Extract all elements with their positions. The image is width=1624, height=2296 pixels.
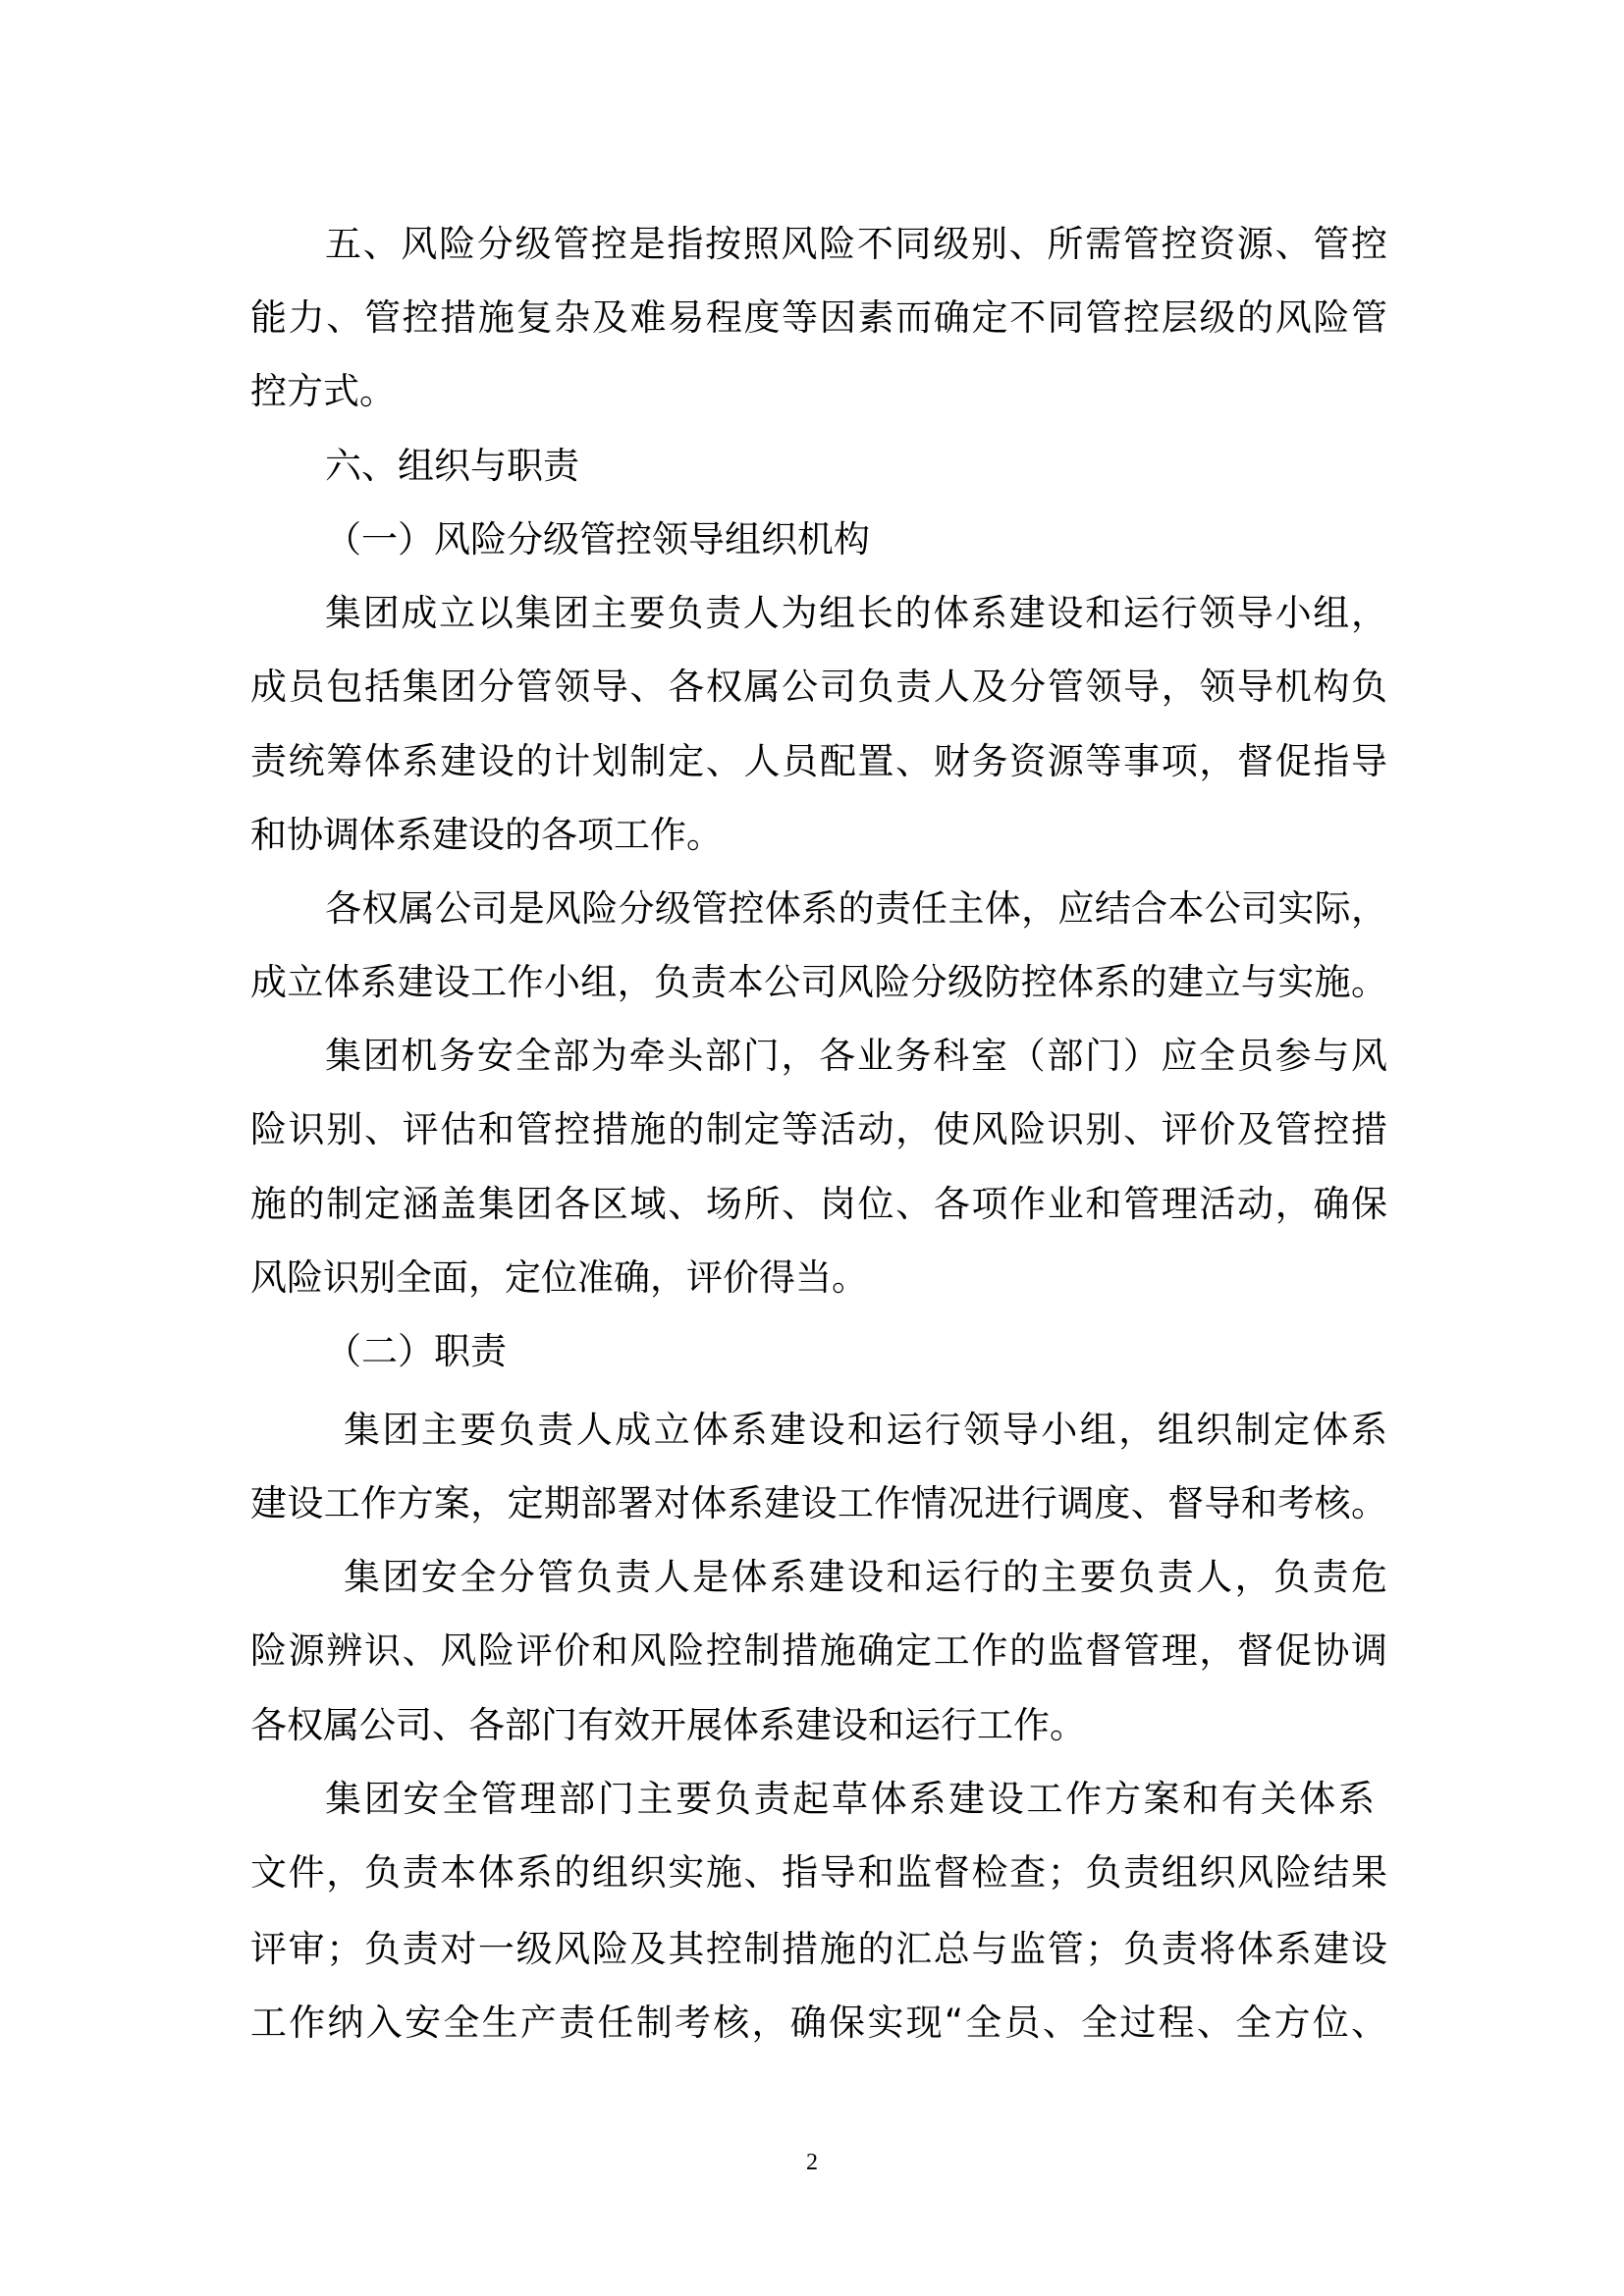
text-line: 施的制定涵盖集团各区域、场所、岗位、各项作业和管理活动，确保 [250,1183,1387,1225]
text-line: 各权属公司、各部门有效开展体系建设和运行工作。 [250,1704,1086,1746]
text-line: 集团安全分管负责人是体系建设和运行的主要负责人，负责危 [344,1556,1387,1598]
text-line: 成立体系建设工作小组，负责本公司风险分级防控体系的建立与实施。 [250,961,1387,1003]
text-line: 险识别、评估和管控措施的制定等活动，使风险识别、评价及管控措 [250,1108,1387,1150]
text-line: 集团机务安全部为牵头部门，各业务科室（部门）应全员参与风 [325,1035,1387,1077]
text-line: 集团主要负责人成立体系建设和运行领导小组，组织制定体系 [344,1409,1387,1451]
text-line: 能力、管控措施复杂及难易程度等因素而确定不同管控层级的风险管 [250,296,1387,339]
text-line: 文件，负责本体系的组织实施、指导和监督检查；负责组织风险结果 [250,1851,1387,1894]
text-line: （二）职责 [325,1330,507,1372]
text-line: 险源辨识、风险评价和风险控制措施确定工作的监督管理，督促协调 [250,1629,1387,1672]
page-number: 2 [806,2150,818,2175]
text-line: 风险识别全面，定位准确，评价得当。 [250,1256,868,1299]
text-line: 和协调体系建设的各项工作。 [250,814,723,856]
text-line: 集团成立以集团主要负责人为组长的体系建设和运行领导小组， [325,592,1387,634]
text-line: 成员包括集团分管领导、各权属公司负责人及分管领导，领导机构负 [250,666,1387,708]
text-line: 责统筹体系建设的计划制定、人员配置、财务资源等事项，督促指导 [250,740,1387,782]
text-line: 评审；负责对一级风险及其控制措施的汇总与监管；负责将体系建设 [250,1928,1387,1970]
text-line: 控方式。 [250,370,396,412]
text-line: 集团安全管理部门主要负责起草体系建设工作方案和有关体系 [325,1778,1375,1820]
text-line: 六、组织与职责 [325,445,579,487]
text-line: 五、风险分级管控是指按照风险不同级别、所需管控资源、管控 [325,223,1387,265]
text-line: 各权属公司是风险分级管控体系的责任主体，应结合本公司实际， [325,887,1387,930]
text-line: （一）风险分级管控领导组织机构 [325,518,870,561]
text-line: 工作纳入安全生产责任制考核，确保实现“全员、全过程、全方位、 [250,2002,1387,2044]
text-line: 建设工作方案，定期部署对体系建设工作情况进行调度、督导和考核。 [250,1482,1387,1524]
